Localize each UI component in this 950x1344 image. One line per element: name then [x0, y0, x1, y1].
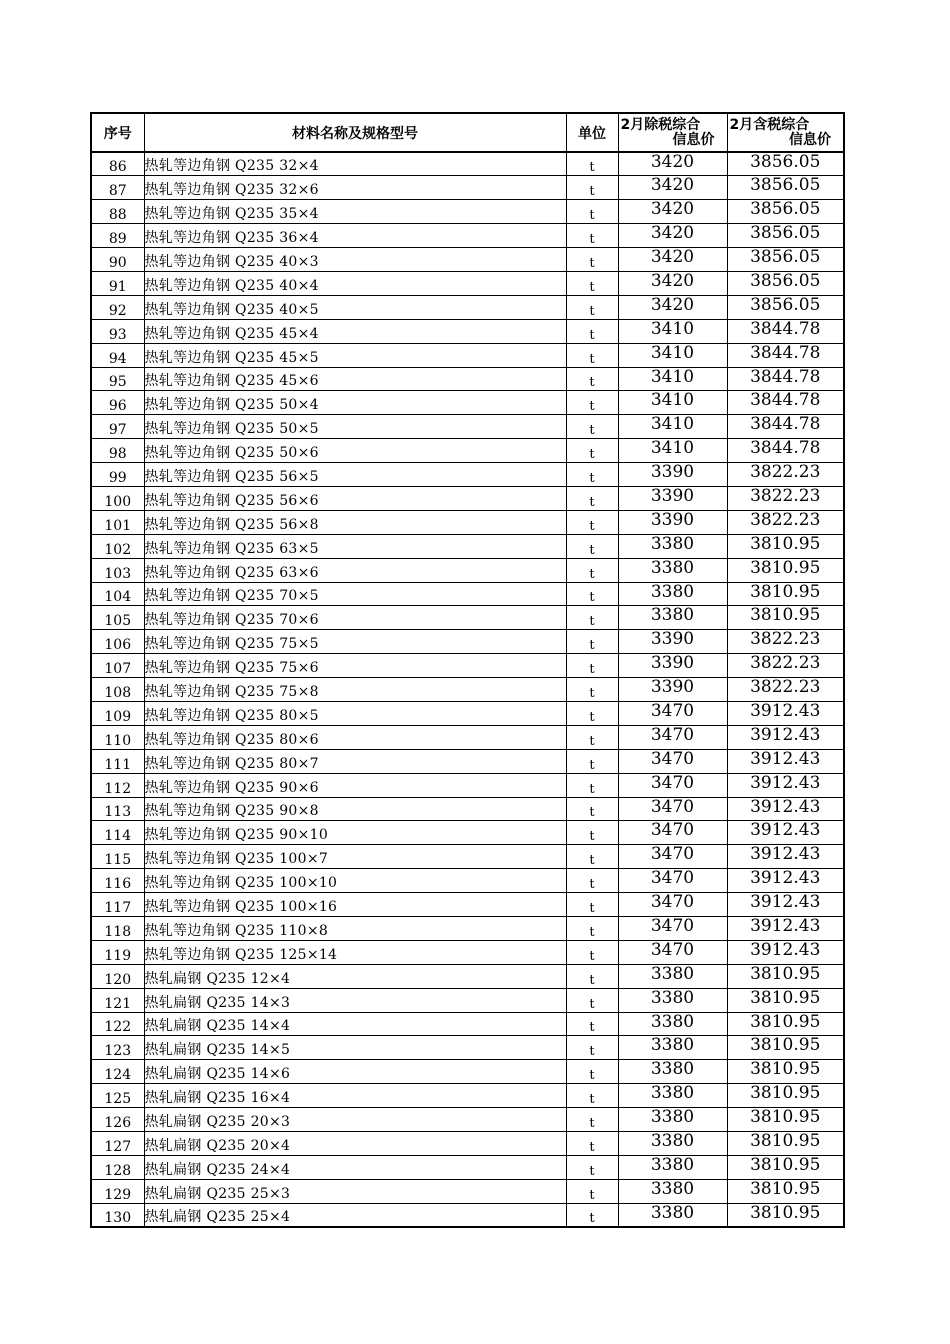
table-row — [91, 1203, 844, 1227]
row-price-ex-tax: 3380 — [618, 1036, 727, 1060]
row-seq: 98 — [91, 439, 144, 463]
row-unit: t — [566, 582, 618, 606]
row-unit: t — [566, 486, 618, 510]
table-row — [91, 1132, 844, 1156]
table-row — [91, 893, 844, 917]
row-price-in-tax: 3810.95 — [727, 1155, 844, 1179]
row-seq: 90 — [91, 248, 144, 272]
row-price-in-tax: 3912.43 — [727, 917, 844, 941]
row-price-in-tax: 3912.43 — [727, 797, 844, 821]
row-material-name: 热轧等边角钢 Q235 100×16 — [144, 893, 566, 917]
row-price-ex-tax: 3470 — [618, 940, 727, 964]
row-material-name: 热轧扁钢 Q235 12×4 — [144, 964, 566, 988]
header-price-in-tax-line2: 信息价 — [789, 131, 831, 148]
row-seq: 86 — [91, 152, 144, 176]
row-price-ex-tax: 3470 — [618, 797, 727, 821]
row-material-name: 热轧等边角钢 Q235 56×6 — [144, 486, 566, 510]
row-price-in-tax: 3912.43 — [727, 749, 844, 773]
row-price-in-tax: 3844.78 — [727, 367, 844, 391]
row-unit: t — [566, 1036, 618, 1060]
row-unit: t — [566, 343, 618, 367]
row-price-in-tax: 3912.43 — [727, 773, 844, 797]
row-price-in-tax: 3912.43 — [727, 821, 844, 845]
row-material-name: 热轧等边角钢 Q235 32×6 — [144, 176, 566, 200]
table-row — [91, 678, 844, 702]
row-price-ex-tax: 3470 — [618, 845, 727, 869]
table-row — [91, 869, 844, 893]
price-table — [90, 112, 845, 1228]
row-price-in-tax: 3912.43 — [727, 940, 844, 964]
row-price-in-tax: 3856.05 — [727, 176, 844, 200]
row-price-in-tax: 3912.43 — [727, 845, 844, 869]
row-seq: 129 — [91, 1179, 144, 1203]
row-seq: 119 — [91, 940, 144, 964]
table-row — [91, 415, 844, 439]
table-row — [91, 1179, 844, 1203]
row-seq: 102 — [91, 534, 144, 558]
row-material-name: 热轧等边角钢 Q235 75×8 — [144, 678, 566, 702]
row-price-ex-tax: 3470 — [618, 749, 727, 773]
row-price-in-tax: 3856.05 — [727, 200, 844, 224]
table-row — [91, 654, 844, 678]
row-material-name: 热轧扁钢 Q235 25×4 — [144, 1203, 566, 1227]
row-price-ex-tax: 3390 — [618, 654, 727, 678]
header-unit: 单位 — [566, 113, 618, 152]
row-price-in-tax: 3844.78 — [727, 343, 844, 367]
row-seq: 117 — [91, 893, 144, 917]
row-price-in-tax: 3810.95 — [727, 1108, 844, 1132]
table-row — [91, 749, 844, 773]
table-row — [91, 821, 844, 845]
table-row — [91, 486, 844, 510]
row-price-ex-tax: 3470 — [618, 869, 727, 893]
row-material-name: 热轧扁钢 Q235 14×4 — [144, 1012, 566, 1036]
row-price-in-tax: 3810.95 — [727, 1060, 844, 1084]
table-row — [91, 1084, 844, 1108]
row-price-ex-tax: 3420 — [618, 224, 727, 248]
row-price-in-tax: 3810.95 — [727, 1084, 844, 1108]
row-price-in-tax: 3856.05 — [727, 295, 844, 319]
header-price-ex-tax-line1: 2月除税综合 — [620, 116, 701, 133]
row-seq: 115 — [91, 845, 144, 869]
row-unit: t — [566, 1060, 618, 1084]
row-unit: t — [566, 869, 618, 893]
row-unit: t — [566, 415, 618, 439]
row-price-in-tax: 3810.95 — [727, 988, 844, 1012]
row-price-ex-tax: 3390 — [618, 463, 727, 487]
row-price-ex-tax: 3380 — [618, 1108, 727, 1132]
table-row — [91, 463, 844, 487]
header-price-in-tax — [727, 113, 844, 152]
row-unit: t — [566, 1108, 618, 1132]
row-seq: 96 — [91, 391, 144, 415]
row-price-ex-tax: 3420 — [618, 271, 727, 295]
row-unit: t — [566, 845, 618, 869]
row-material-name: 热轧扁钢 Q235 20×4 — [144, 1132, 566, 1156]
row-material-name: 热轧等边角钢 Q235 50×5 — [144, 415, 566, 439]
row-price-ex-tax: 3420 — [618, 152, 727, 176]
table-row — [91, 701, 844, 725]
row-price-ex-tax: 3420 — [618, 176, 727, 200]
row-price-in-tax: 3810.95 — [727, 606, 844, 630]
row-material-name: 热轧等边角钢 Q235 100×7 — [144, 845, 566, 869]
row-price-in-tax: 3844.78 — [727, 415, 844, 439]
row-unit: t — [566, 319, 618, 343]
row-price-in-tax: 3810.95 — [727, 1179, 844, 1203]
row-material-name: 热轧等边角钢 Q235 75×6 — [144, 654, 566, 678]
header-price-in-tax-line1: 2月含税综合 — [729, 116, 810, 133]
row-material-name: 热轧等边角钢 Q235 80×6 — [144, 725, 566, 749]
row-price-ex-tax: 3470 — [618, 893, 727, 917]
row-unit: t — [566, 1155, 618, 1179]
row-unit: t — [566, 821, 618, 845]
row-price-ex-tax: 3380 — [618, 1155, 727, 1179]
row-material-name: 热轧等边角钢 Q235 45×4 — [144, 319, 566, 343]
row-price-ex-tax: 3380 — [618, 1060, 727, 1084]
row-material-name: 热轧等边角钢 Q235 80×5 — [144, 701, 566, 725]
header-row — [91, 113, 844, 152]
row-price-in-tax: 3912.43 — [727, 893, 844, 917]
row-seq: 120 — [91, 964, 144, 988]
row-unit: t — [566, 1132, 618, 1156]
row-price-in-tax: 3810.95 — [727, 964, 844, 988]
table-row — [91, 200, 844, 224]
row-material-name: 热轧等边角钢 Q235 45×5 — [144, 343, 566, 367]
row-unit: t — [566, 248, 618, 272]
row-unit: t — [566, 725, 618, 749]
row-price-in-tax: 3810.95 — [727, 534, 844, 558]
row-unit: t — [566, 391, 618, 415]
table-row — [91, 797, 844, 821]
row-seq: 109 — [91, 701, 144, 725]
row-price-ex-tax: 3410 — [618, 343, 727, 367]
row-price-ex-tax: 3420 — [618, 295, 727, 319]
row-unit: t — [566, 964, 618, 988]
row-unit: t — [566, 176, 618, 200]
row-seq: 126 — [91, 1108, 144, 1132]
row-price-in-tax: 3810.95 — [727, 1203, 844, 1227]
row-material-name: 热轧等边角钢 Q235 40×5 — [144, 295, 566, 319]
table-row — [91, 248, 844, 272]
row-price-ex-tax: 3410 — [618, 391, 727, 415]
table-row — [91, 964, 844, 988]
row-price-ex-tax: 3390 — [618, 678, 727, 702]
row-price-ex-tax: 3380 — [618, 988, 727, 1012]
table-row — [91, 152, 844, 176]
header-seq: 序号 — [91, 113, 144, 152]
row-seq: 122 — [91, 1012, 144, 1036]
header-price-ex-tax-line2: 信息价 — [672, 131, 715, 148]
row-price-in-tax: 3822.23 — [727, 630, 844, 654]
row-material-name: 热轧等边角钢 Q235 90×6 — [144, 773, 566, 797]
row-seq: 89 — [91, 224, 144, 248]
row-unit: t — [566, 534, 618, 558]
row-price-in-tax: 3822.23 — [727, 463, 844, 487]
row-price-in-tax: 3856.05 — [727, 224, 844, 248]
row-seq: 127 — [91, 1132, 144, 1156]
row-material-name: 热轧扁钢 Q235 14×5 — [144, 1036, 566, 1060]
row-seq: 113 — [91, 797, 144, 821]
row-unit: t — [566, 749, 618, 773]
row-seq: 93 — [91, 319, 144, 343]
row-unit: t — [566, 510, 618, 534]
row-price-ex-tax: 3410 — [618, 367, 727, 391]
row-unit: t — [566, 152, 618, 176]
row-price-ex-tax: 3410 — [618, 439, 727, 463]
row-seq: 130 — [91, 1203, 144, 1227]
row-material-name: 热轧等边角钢 Q235 32×4 — [144, 152, 566, 176]
row-material-name: 热轧扁钢 Q235 24×4 — [144, 1155, 566, 1179]
table-body — [91, 152, 844, 1227]
row-price-ex-tax: 3380 — [618, 534, 727, 558]
table-row — [91, 558, 844, 582]
row-material-name: 热轧扁钢 Q235 14×6 — [144, 1060, 566, 1084]
table-row — [91, 1036, 844, 1060]
row-price-ex-tax: 3390 — [618, 486, 727, 510]
row-seq: 100 — [91, 486, 144, 510]
row-price-ex-tax: 3410 — [618, 319, 727, 343]
row-material-name: 热轧扁钢 Q235 16×4 — [144, 1084, 566, 1108]
row-price-ex-tax: 3380 — [618, 558, 727, 582]
row-price-ex-tax: 3410 — [618, 415, 727, 439]
row-seq: 124 — [91, 1060, 144, 1084]
row-price-in-tax: 3810.95 — [727, 1036, 844, 1060]
row-seq: 92 — [91, 295, 144, 319]
row-seq: 128 — [91, 1155, 144, 1179]
row-seq: 108 — [91, 678, 144, 702]
row-material-name: 热轧等边角钢 Q235 40×4 — [144, 271, 566, 295]
row-price-in-tax: 3822.23 — [727, 510, 844, 534]
row-seq: 95 — [91, 367, 144, 391]
row-material-name: 热轧等边角钢 Q235 70×6 — [144, 606, 566, 630]
row-unit: t — [566, 678, 618, 702]
row-seq: 107 — [91, 654, 144, 678]
row-price-ex-tax: 3390 — [618, 630, 727, 654]
row-price-in-tax: 3912.43 — [727, 869, 844, 893]
row-price-in-tax: 3844.78 — [727, 319, 844, 343]
row-material-name: 热轧等边角钢 Q235 100×10 — [144, 869, 566, 893]
row-seq: 97 — [91, 415, 144, 439]
row-price-ex-tax: 3380 — [618, 1179, 727, 1203]
row-price-in-tax: 3856.05 — [727, 248, 844, 272]
table-row — [91, 534, 844, 558]
row-price-ex-tax: 3470 — [618, 917, 727, 941]
row-unit: t — [566, 271, 618, 295]
row-unit: t — [566, 917, 618, 941]
row-price-ex-tax: 3380 — [618, 582, 727, 606]
table-row — [91, 510, 844, 534]
row-unit: t — [566, 701, 618, 725]
row-unit: t — [566, 988, 618, 1012]
row-price-in-tax: 3856.05 — [727, 271, 844, 295]
row-unit: t — [566, 773, 618, 797]
row-seq: 114 — [91, 821, 144, 845]
row-material-name: 热轧等边角钢 Q235 45×6 — [144, 367, 566, 391]
row-price-in-tax: 3822.23 — [727, 678, 844, 702]
table-row — [91, 271, 844, 295]
table-row — [91, 319, 844, 343]
row-unit: t — [566, 200, 618, 224]
row-seq: 105 — [91, 606, 144, 630]
row-material-name: 热轧等边角钢 Q235 80×7 — [144, 749, 566, 773]
table-row — [91, 606, 844, 630]
row-unit: t — [566, 1179, 618, 1203]
row-price-in-tax: 3822.23 — [727, 654, 844, 678]
row-seq: 87 — [91, 176, 144, 200]
table-row — [91, 845, 844, 869]
table-row — [91, 773, 844, 797]
row-material-name: 热轧等边角钢 Q235 35×4 — [144, 200, 566, 224]
row-material-name: 热轧等边角钢 Q235 90×10 — [144, 821, 566, 845]
row-unit: t — [566, 940, 618, 964]
row-seq: 91 — [91, 271, 144, 295]
row-seq: 110 — [91, 725, 144, 749]
table-row — [91, 988, 844, 1012]
row-price-ex-tax: 3470 — [618, 773, 727, 797]
row-price-in-tax: 3912.43 — [727, 701, 844, 725]
row-price-in-tax: 3844.78 — [727, 391, 844, 415]
table-row — [91, 439, 844, 463]
row-material-name: 热轧等边角钢 Q235 90×8 — [144, 797, 566, 821]
row-price-ex-tax: 3390 — [618, 510, 727, 534]
row-unit: t — [566, 439, 618, 463]
row-price-ex-tax: 3470 — [618, 701, 727, 725]
table-row — [91, 1155, 844, 1179]
row-unit: t — [566, 654, 618, 678]
table-row — [91, 176, 844, 200]
row-seq: 112 — [91, 773, 144, 797]
row-unit: t — [566, 606, 618, 630]
row-unit: t — [566, 1203, 618, 1227]
table-row — [91, 582, 844, 606]
row-material-name: 热轧等边角钢 Q235 36×4 — [144, 224, 566, 248]
table-row — [91, 725, 844, 749]
row-seq: 101 — [91, 510, 144, 534]
row-price-ex-tax: 3470 — [618, 821, 727, 845]
row-seq: 104 — [91, 582, 144, 606]
table-row — [91, 630, 844, 654]
row-price-in-tax: 3844.78 — [727, 439, 844, 463]
row-price-in-tax: 3810.95 — [727, 1012, 844, 1036]
row-seq: 106 — [91, 630, 144, 654]
row-price-in-tax: 3810.95 — [727, 582, 844, 606]
row-price-ex-tax: 3380 — [618, 964, 727, 988]
row-unit: t — [566, 295, 618, 319]
row-material-name: 热轧扁钢 Q235 20×3 — [144, 1108, 566, 1132]
row-unit: t — [566, 893, 618, 917]
row-unit: t — [566, 367, 618, 391]
table-row — [91, 917, 844, 941]
row-price-ex-tax: 3380 — [618, 1132, 727, 1156]
row-unit: t — [566, 463, 618, 487]
row-unit: t — [566, 224, 618, 248]
header-price-ex-tax — [618, 113, 727, 152]
table-row — [91, 295, 844, 319]
row-unit: t — [566, 1012, 618, 1036]
row-price-ex-tax: 3380 — [618, 606, 727, 630]
row-seq: 99 — [91, 463, 144, 487]
row-price-in-tax: 3822.23 — [727, 486, 844, 510]
row-price-in-tax: 3912.43 — [727, 725, 844, 749]
row-seq: 103 — [91, 558, 144, 582]
table-row — [91, 940, 844, 964]
row-material-name: 热轧等边角钢 Q235 63×6 — [144, 558, 566, 582]
row-price-ex-tax: 3420 — [618, 200, 727, 224]
row-seq: 125 — [91, 1084, 144, 1108]
row-material-name: 热轧等边角钢 Q235 75×5 — [144, 630, 566, 654]
row-seq: 121 — [91, 988, 144, 1012]
row-material-name: 热轧扁钢 Q235 25×3 — [144, 1179, 566, 1203]
row-seq: 116 — [91, 869, 144, 893]
row-material-name: 热轧等边角钢 Q235 110×8 — [144, 917, 566, 941]
table-row — [91, 1060, 844, 1084]
table-row — [91, 367, 844, 391]
row-seq: 94 — [91, 343, 144, 367]
row-material-name: 热轧等边角钢 Q235 63×5 — [144, 534, 566, 558]
row-material-name: 热轧等边角钢 Q235 125×14 — [144, 940, 566, 964]
row-material-name: 热轧等边角钢 Q235 50×4 — [144, 391, 566, 415]
row-price-ex-tax: 3380 — [618, 1084, 727, 1108]
row-unit: t — [566, 797, 618, 821]
table-row — [91, 224, 844, 248]
row-price-ex-tax: 3420 — [618, 248, 727, 272]
table-row — [91, 1108, 844, 1132]
row-material-name: 热轧等边角钢 Q235 56×5 — [144, 463, 566, 487]
row-material-name: 热轧等边角钢 Q235 40×3 — [144, 248, 566, 272]
row-seq: 88 — [91, 200, 144, 224]
row-material-name: 热轧等边角钢 Q235 70×5 — [144, 582, 566, 606]
row-price-in-tax: 3810.95 — [727, 1132, 844, 1156]
row-material-name: 热轧等边角钢 Q235 50×6 — [144, 439, 566, 463]
header-name: 材料名称及规格型号 — [144, 113, 566, 152]
row-unit: t — [566, 558, 618, 582]
row-material-name: 热轧扁钢 Q235 14×3 — [144, 988, 566, 1012]
row-price-ex-tax: 3380 — [618, 1012, 727, 1036]
table-row — [91, 1012, 844, 1036]
row-price-in-tax: 3856.05 — [727, 152, 844, 176]
row-seq: 111 — [91, 749, 144, 773]
row-seq: 118 — [91, 917, 144, 941]
row-price-ex-tax: 3470 — [618, 725, 727, 749]
row-price-ex-tax: 3380 — [618, 1203, 727, 1227]
row-price-in-tax: 3810.95 — [727, 558, 844, 582]
table-row — [91, 343, 844, 367]
row-unit: t — [566, 630, 618, 654]
table-row — [91, 391, 844, 415]
row-unit: t — [566, 1084, 618, 1108]
row-material-name: 热轧等边角钢 Q235 56×8 — [144, 510, 566, 534]
row-seq: 123 — [91, 1036, 144, 1060]
